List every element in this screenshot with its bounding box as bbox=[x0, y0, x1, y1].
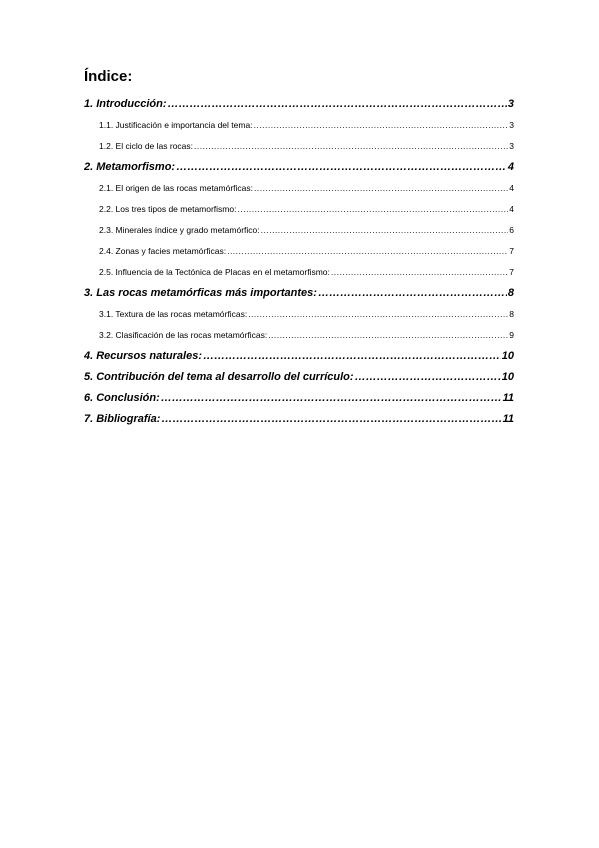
table-of-contents bbox=[84, 94, 514, 430]
toc-entry-page-number: 3 bbox=[509, 141, 514, 151]
toc-subsection-entry[interactable] bbox=[84, 241, 514, 262]
dot-leader bbox=[261, 220, 509, 241]
dot-leader bbox=[268, 325, 508, 346]
toc-subsection-entry[interactable] bbox=[84, 304, 514, 325]
toc-entry-label: 2.4. Zonas y facies metamórficas: bbox=[99, 246, 227, 256]
toc-entry-page-number: 7 bbox=[509, 267, 514, 277]
toc-entry-label: 1. Introducción: bbox=[84, 98, 167, 110]
toc-subsection-entry[interactable] bbox=[84, 262, 514, 283]
dot-leader bbox=[227, 241, 508, 262]
toc-entry-label: 2.3. Minerales índice y grado metamórfico: bbox=[99, 225, 260, 235]
toc-entry-page-number: 8 bbox=[509, 309, 514, 319]
toc-subsection-entry[interactable] bbox=[84, 178, 514, 199]
toc-entry-page-number: 3 bbox=[507, 98, 514, 110]
toc-section-entry[interactable] bbox=[84, 157, 514, 178]
dot-leader bbox=[203, 346, 501, 367]
toc-section-entry[interactable] bbox=[84, 94, 514, 115]
toc-title: Índice: bbox=[84, 68, 133, 85]
toc-entry-label: 2.1. El origen de las rocas metamórficas: bbox=[99, 183, 254, 193]
dot-leader bbox=[161, 388, 502, 409]
dot-leader bbox=[161, 409, 501, 430]
toc-entry-label: 1.1. Justificación e importancia del tema: bbox=[99, 120, 253, 130]
toc-entry-label: 4. Recursos naturales: bbox=[84, 350, 202, 362]
dot-leader bbox=[254, 115, 509, 136]
toc-entry-page-number: 10 bbox=[501, 371, 514, 383]
dot-leader bbox=[318, 283, 507, 304]
dot-leader bbox=[237, 199, 508, 220]
toc-section-entry[interactable] bbox=[84, 283, 514, 304]
dot-leader bbox=[355, 367, 501, 388]
toc-section-entry[interactable] bbox=[84, 367, 514, 388]
toc-entry-label: 1.2. El ciclo de las rocas: bbox=[99, 141, 194, 151]
toc-entry-label: 2.2. Los tres tipos de metamorfismo: bbox=[99, 204, 237, 214]
toc-entry-page-number: 7 bbox=[509, 246, 514, 256]
toc-subsection-entry[interactable] bbox=[84, 115, 514, 136]
toc-section-entry[interactable] bbox=[84, 388, 514, 409]
toc-entry-label: 6. Conclusión: bbox=[84, 392, 160, 404]
toc-entry-page-number: 10 bbox=[501, 350, 514, 362]
toc-entry-page-number: 11 bbox=[502, 413, 514, 425]
dot-leader bbox=[331, 262, 508, 283]
toc-entry-label: 2. Metamorfismo: bbox=[84, 161, 176, 173]
toc-entry-page-number: 4 bbox=[507, 161, 514, 173]
toc-subsection-entry[interactable] bbox=[84, 220, 514, 241]
toc-entry-label: 3.2. Clasificación de las rocas metamórficas: bbox=[99, 330, 268, 340]
toc-section-entry[interactable] bbox=[84, 409, 514, 430]
toc-entry-label: 3.1. Textura de las rocas metamórficas: bbox=[99, 309, 248, 319]
toc-subsection-entry[interactable] bbox=[84, 325, 514, 346]
toc-entry-label: 7. Bibliografía: bbox=[84, 413, 161, 425]
toc-entry-label: 3. Las rocas metamórficas más importantes: bbox=[84, 287, 317, 299]
dot-leader bbox=[254, 178, 508, 199]
toc-subsection-entry[interactable] bbox=[84, 136, 514, 157]
toc-entry-page-number: 11 bbox=[502, 392, 514, 404]
dot-leader bbox=[248, 304, 508, 325]
dot-leader bbox=[176, 157, 507, 178]
toc-entry-page-number: 9 bbox=[509, 330, 514, 340]
toc-entry-page-number: 6 bbox=[509, 225, 514, 235]
toc-entry-page-number: 4 bbox=[509, 183, 514, 193]
toc-entry-page-number: 4 bbox=[509, 204, 514, 214]
toc-section-entry[interactable] bbox=[84, 346, 514, 367]
toc-entry-page-number: 3 bbox=[509, 120, 514, 130]
toc-entry-page-number: 8 bbox=[507, 287, 514, 299]
toc-entry-label: 5. Contribución del tema al desarrollo del currículo: bbox=[84, 371, 354, 383]
toc-subsection-entry[interactable] bbox=[84, 199, 514, 220]
dot-leader bbox=[168, 94, 507, 115]
toc-entry-label: 2.5. Influencia de la Tectónica de Placas en el metamorfismo: bbox=[99, 267, 330, 277]
dot-leader bbox=[194, 136, 508, 157]
